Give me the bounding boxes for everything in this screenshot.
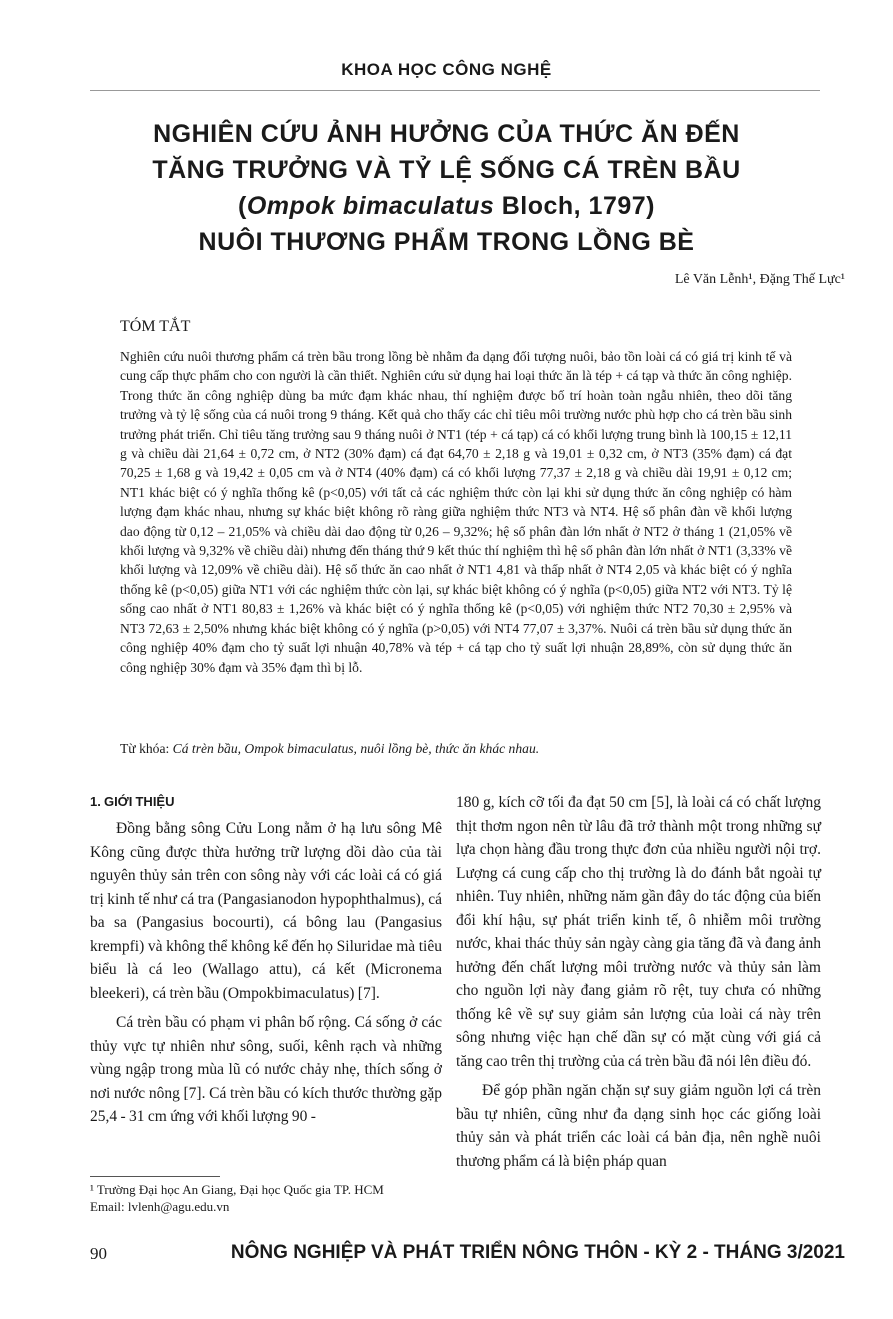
title-species: Ompok bimaculatus <box>246 192 495 220</box>
title-line <box>60 188 833 224</box>
right-column <box>456 791 821 1179</box>
title-paren: ( <box>237 192 247 220</box>
keywords-list: Cá trèn bầu, Ompok bimaculatus, nuôi lồng bè, thức ăn khác nhau. <box>172 741 540 756</box>
section-header: KHOA HỌC CÔNG NGHỆ <box>341 60 552 79</box>
title-line: TĂNG TRƯỞNG VÀ TỶ LỆ SỐNG CÁ TRÈN BẦU <box>152 156 741 184</box>
keywords <box>120 741 539 757</box>
footnote-email: Email: lvlenh@agu.edu.vn <box>90 1199 230 1214</box>
section-heading-intro: 1. GIỚI THIỆU <box>90 794 175 809</box>
paragraph: Để góp phần ngăn chặn sự suy giảm nguồn lợi cá trèn bầu tự nhiên, cũng như đa dạng sinh học các giống loài thủy sản và phát triển các loài cá bản địa, nên nghề nuôi thương phẩm cá là biện pháp quan <box>456 1082 821 1170</box>
title-line: NGHIÊN CỨU ẢNH HƯỞNG CỦA THỨC ĂN ĐẾN <box>153 120 740 148</box>
left-column <box>90 791 442 1135</box>
footnote-affiliation: ¹ Trường Đại học An Giang, Đại học Quốc gia TP. HCM <box>90 1182 384 1197</box>
keywords-label: Từ khóa: <box>120 741 173 756</box>
page-number: 90 <box>90 1244 107 1263</box>
title-line: NUÔI THƯƠNG PHẨM TRONG LỒNG BÈ <box>198 228 695 256</box>
paragraph: Cá trèn bầu có phạm vi phân bố rộng. Cá sống ở các thủy vực tự nhiên như sông, suối, kênh rạch và những vùng ngập trong mùa lũ có nước chảy nhẹ, thích sống ở nơi nước nông [7]. Cá trèn bầu có kích thước thường gặp 25,4 - 31 cm ứng với khối lượng 90 - <box>90 1014 442 1125</box>
journal-footer: NÔNG NGHIỆP VÀ PHÁT TRIỂN NÔNG THÔN - KỲ 2 - THÁNG 3/2021 <box>230 1242 845 1263</box>
header-rule <box>90 90 820 91</box>
paragraph: Đồng bằng sông Cửu Long nằm ở hạ lưu sông Mê Kông cũng được thừa hưởng trữ lượng dồi dào của tài nguyên thủy sản trên con sông này với các loài cá có giá trị kinh tế như cá tra (Pangasianodon hypophthalmus), cá ba sa (Pangasius bocourti), cá bông lau (Pangasius krempfi) và không thể không kể đến họ Siluridae mà tiêu biểu là cá leo (Wallago attu), cá kết (Micronema bleekeri), cá trèn bầu (Ompokbimaculatus) [7]. <box>90 820 442 1002</box>
article-title <box>60 116 833 260</box>
authors: Lê Văn Lễnh¹, Đặng Thế Lực¹ <box>674 272 845 287</box>
footnote <box>90 1181 384 1215</box>
footnote-rule <box>90 1176 220 1177</box>
title-authority: Bloch, 1797) <box>494 192 655 220</box>
abstract-heading: TÓM TẮT <box>120 318 191 335</box>
abstract-text: Nghiên cứu nuôi thương phẩm cá trèn bầu trong lồng bè nhằm đa dạng đối tượng nuôi, bảo tồn loài cá có giá trị kinh tế và cung cấp thực phẩm cho con người là cần thiết. Nghiên cứu sử dụng hai loại thức ăn là tép + cá tạp và thức ăn công nghiệp. Trong thức ăn công nghiệp dùng ba mức đạm khác nhau, thí nghiệm được bố trí hoàn toàn ngẫu nhiên, theo dõi tăng trưởng và tỷ lệ sống của cá nuôi trong 9 tháng. Kết quả cho thấy các chỉ tiêu môi trường nước phù hợp cho cá trèn bầu sinh trưởng phát triển. Chỉ tiêu tăng trưởng sau 9 tháng nuôi ở NT1 (tép + cá tạp) cá có khối lượng trung bình là 100,15 ± 12,11 g và chiều dài 21,64 ± 0,72 cm, ở NT2 (30% đạm) cá đạt 64,70 ± 2,18 g và 19,01 ± 0,32 cm, ở NT3 (35% đạm) cá đạt 70,25 ± 1,68 g và 19,42 ± 0,05 cm và ở NT4 (40% đạm) cá có khối lượng 77,37 ± 2,18 g và chiều dài 19,91 ± 0,12 cm; NT1 khác biệt có ý nghĩa thống kê (p<0,05) với tất cả các nghiệm thức còn lại khi sử dụng thức ăn công nghiệp có hàm lượng đạm khác nhau, nhưng sự khác biệt không rõ ràng giữa nghiệm thức NT3 và NT4. Hệ số phân đàn về khối lượng dao động từ 0,12 – 21,05% và chiều dài dao động từ 0,26 – 9,32%; hệ số phân đàn lớn nhất ở NT2 ở tháng 1 (21,05% về khối lượng và 9,32% về chiều dài) nhưng đến tháng thứ 9 kết thúc thí nghiệm thì hệ số phân đàn lớn nhất ở NT1 (3,33% về khối lượng và 12,09% về chiều dài). Hệ số thức ăn cao nhất ở NT1 4,81 và thấp nhất ở NT4 2,05 và khác biệt có ý nghĩa thống kê (p<0,05) giữa NT1 với các nghiệm thức còn lại, sự khác biệt không có ý nghĩa (p<0,05) giữa NT2 với NT3. Tỷ lệ sống cao nhất ở NT1 80,83 ± 1,26% và khác biệt có ý nghĩa thống kê (p<0,05) với nghiệm thức NT2 70,30 ± 2,95% và NT3 72,63 ± 2,50% nhưng khác biệt không có ý nghĩa (p>0,05) với NT4 77,07 ± 3,37%. Nuôi cá trèn bầu sử dụng thức ăn công nghiệp 40% đạm cho tỷ suất lợi nhuận 40,78% và tép + cá tạp cho tỷ suất lợi nhuận 28,89%, còn sử dụng thức ăn công nghiệp 30% đạm và 35% đạm thì bị lỗ. <box>120 349 792 675</box>
paragraph: 180 g, kích cỡ tối đa đạt 50 cm [5], là loài cá có chất lượng thịt thơm ngon nên từ lâu đã trở thành một trong những sự lựa chọn hàng đầu trong thực đơn của nhiều người nội trợ. Lượng cá cung cấp cho thị trường là do đánh bắt ngoài tự nhiên. Tuy nhiên, những năm gần đây do tác động của biến đổi khí hậu, sự phát triển kinh tế, ô nhiễm môi trường nước, khai thác thủy sản ngày càng gia tăng đã và đang ảnh hưởng đến chất lượng môi trường nước và thủy sản làm cho nguồn lợi này đang giảm rõ rệt, tuy chưa có những thống kê về sự suy giảm sản lượng của loài cá này trên sông nhưng việc hạn chế dần sự có mặt cùng với giá cả tăng cao trên thị trường của cá trèn bầu đã nói lên điều đó. <box>456 794 821 1070</box>
